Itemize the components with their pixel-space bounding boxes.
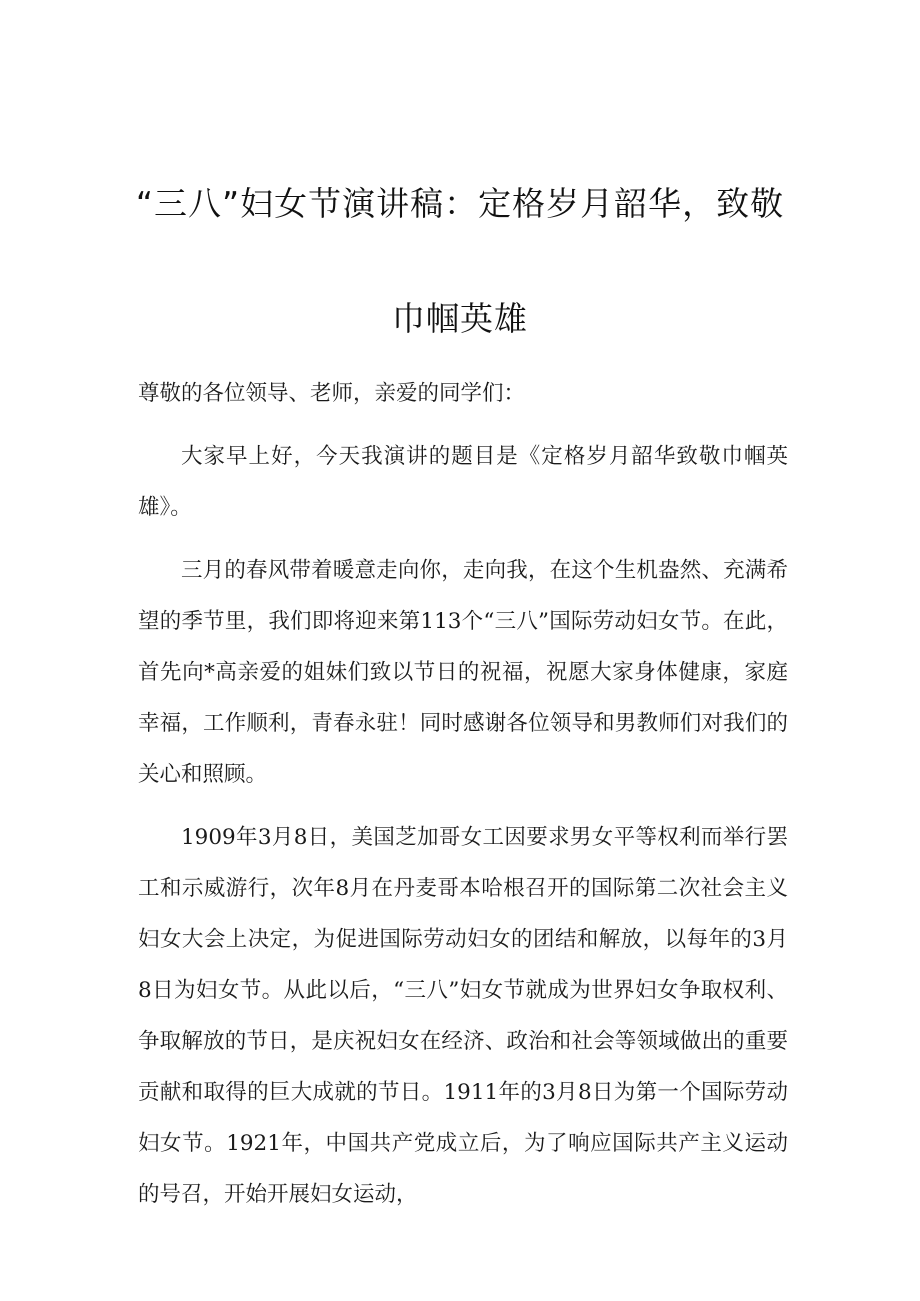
document-title-line-1: “三八”妇女节演讲稿：定格岁月韶华，致敬 (135, 184, 785, 223)
document-title-line-2: 巾帼英雄 (392, 299, 528, 338)
paragraph-march-wishes: 三月的春风带着暖意走向你，走向我，在这个生机盎然、充满希望的季节里，我们即将迎来第113个“三八”国际劳动妇女节。在此，首先向*高亲爱的姐妹们致以节日的祝福，祝愿大家身体健康，家庭幸福，工作顺利，青春永驻！同时感谢各位领导和男教师们对我们的关心和照顾。 (138, 558, 788, 787)
paragraph-greeting: 大家早上好，今天我演讲的题目是《定格岁月韶华致敬巾帼英雄》。 (138, 444, 788, 520)
paragraph-history: 1909年3月8日，美国芝加哥女工因要求男女平等权利而举行罢工和示威游行，次年8月在丹麦哥本哈根召开的国际第二次社会主义妇女大会上决定，为促进国际劳动妇女的团结和解放，以每年的3月8日为妇女节。从此以后，“三八”妇女节就成为世界妇女争取权利、争取解放的节日，是庆祝妇女在经济、政治和社会等领域做出的重要贡献和取得的巨大成就的节日。1911年的3月8日为第一个国际劳动妇女节。1921年，中国共产党成立后，为了响应国际共产主义运动的号召，开始开展妇女运动， (138, 825, 788, 1207)
salutation: 尊敬的各位领导、老师，亲爱的同学们： (138, 381, 526, 406)
document-body (138, 368, 788, 1232)
